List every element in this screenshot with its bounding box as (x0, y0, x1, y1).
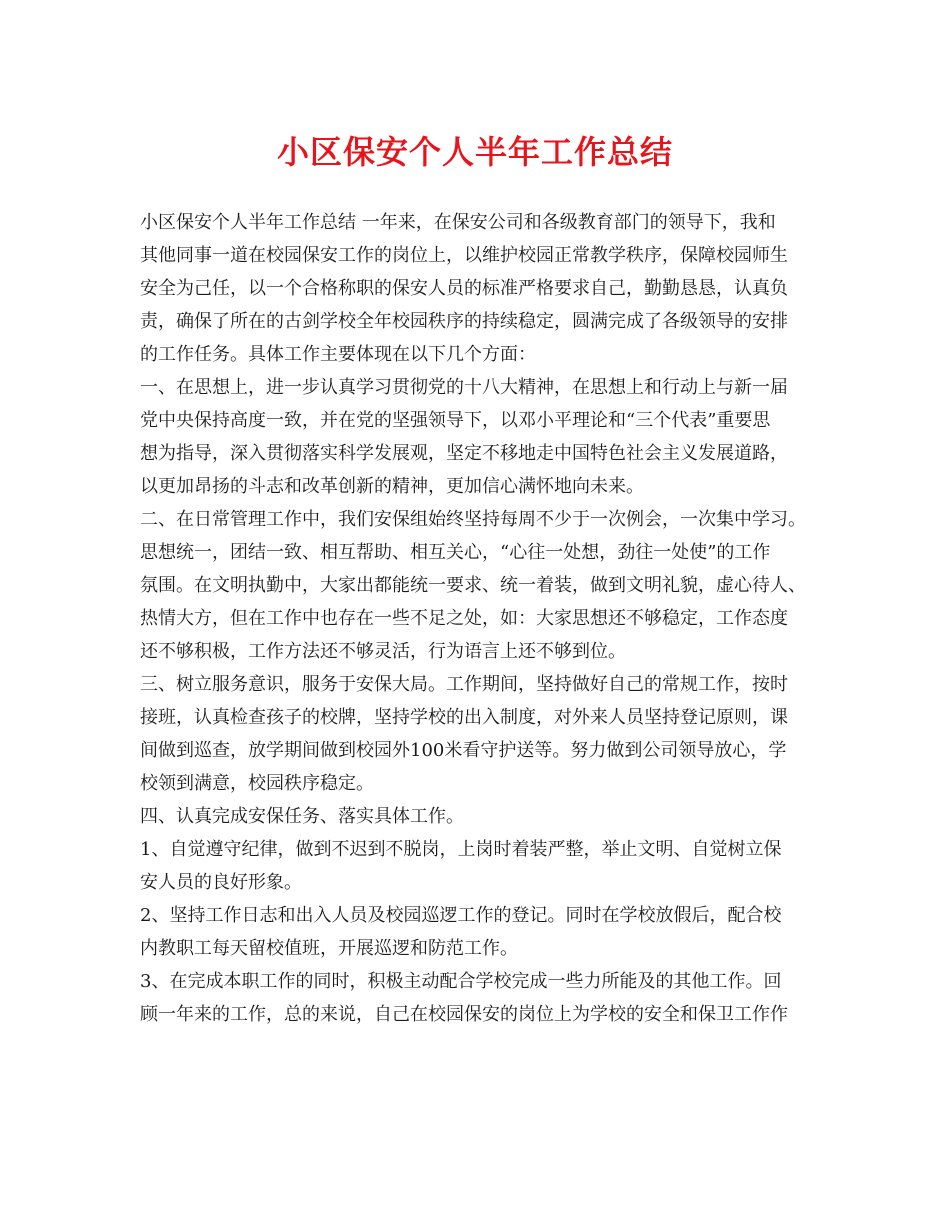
body-line: 小区保安个人半年工作总结 一年来，在保安公司和各级教育部门的领导下，我和 (140, 212, 776, 233)
body-line: 安全为己任，以一个合格称职的保安人员的标准严格要求自己，勤勤恳恳，认真负 (140, 278, 788, 299)
body-line: 2、坚持工作日志和出入人员及校园巡逻工作的登记。同时在学校放假后，配合校 (140, 905, 782, 926)
body-line: 内教职工每天留校值班，开展巡逻和防范工作。 (140, 938, 518, 959)
body-line: 一、在思想上，进一步认真学习贯彻党的十八大精神，在思想上和行动上与新一届 (140, 377, 788, 398)
body-line: 责，确保了所在的古剑学校全年校园秩序的持续稳定，圆满完成了各级领导的安排 (140, 311, 788, 332)
body-line: 氛围。在文明执勤中，大家出都能统一要求、统一着装，做到文明礼貌，虚心待人、 (140, 575, 806, 596)
body-line: 的工作任务。具体工作主要体现在以下几个方面： (140, 344, 536, 365)
body-line: 还不够积极，工作方法还不够灵活，行为语言上还不够到位。 (140, 641, 626, 662)
body-line: 以更加昂扬的斗志和改革创新的精神，更加信心满怀地向未来。 (140, 476, 644, 497)
body-line: 安人员的良好形象。 (140, 872, 302, 893)
body-line: 顾一年来的工作，总的来说，自己在校园保安的岗位上为学校的安全和保卫工作作 (140, 1004, 788, 1025)
body-line: 校领到满意，校园秩序稳定。 (140, 773, 374, 794)
body-line: 三、树立服务意识，服务于安保大局。工作期间，坚持做好自己的常规工作，按时 (140, 674, 788, 695)
body-line: 接班，认真检查孩子的校牌，坚持学校的出入制度，对外来人员坚持登记原则，课 (140, 707, 788, 728)
body-line: 四、认真完成安保任务、落实具体工作。 (140, 806, 464, 827)
body-line: 热情大方，但在工作中也存在一些不足之处，如：大家思想还不够稳定，工作态度 (140, 608, 788, 629)
document-title: 小区保安个人半年工作总结 (276, 133, 673, 171)
body-line: 思想统一，团结一致、相互帮助、相互关心，“心往一处想，劲往一处使”的工作 (140, 542, 771, 563)
body-line: 间做到巡查，放学期间做到校园外100米看守护送等。努力做到公司领导放心，学 (140, 740, 787, 761)
body-line: 想为指导，深入贯彻落实科学发展观，坚定不移地走中国特色社会主义发展道路， (140, 443, 788, 464)
document-body (140, 206, 832, 1031)
body-line: 二、在日常管理工作中，我们安保组始终坚持每周不少于一次例会，一次集中学习。 (140, 509, 806, 530)
body-line: 3、在完成本职工作的同时，积极主动配合学校完成一些力所能及的其他工作。回 (140, 971, 782, 992)
body-line: 其他同事一道在校园保安工作的岗位上，以维护校园正常教学秩序，保障校园师生 (140, 245, 788, 266)
body-line: 1、自觉遵守纪律，做到不迟到不脱岗，上岗时着装严整，举止文明、自觉树立保 (140, 839, 782, 860)
body-line: 党中央保持高度一致，并在党的坚强领导下，以邓小平理论和“三个代表”重要思 (140, 410, 771, 431)
